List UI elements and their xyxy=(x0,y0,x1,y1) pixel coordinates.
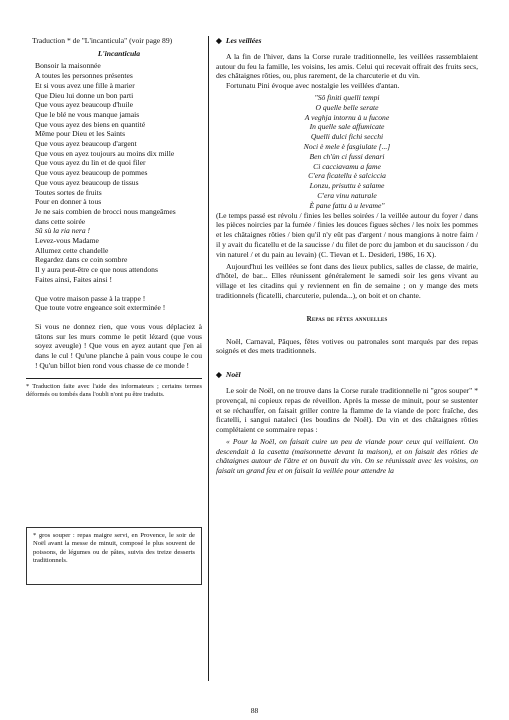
curse-stanza: Si vous ne donnez rien, que vous vous déplaciez à tâtons sur les murs comme le petit lézard (que vous soyez aveugle) ! Que vous en ayez autant que j'en ai dans le cul ! Qu'une planche à pain vous coupe le cou ! Qu'un billot bien rond vous chasse de ce monde ! xyxy=(35,321,202,370)
paragraph: Noël, Carnaval, Pâques, fêtes votives ou patronales sont marqués par des repas soignés et des mets traditionnels. xyxy=(216,336,478,356)
poem-line: Pour en donner à tous xyxy=(35,197,102,207)
poem-line: Que votre maison passe à la trappe ! xyxy=(35,293,146,303)
left-column xyxy=(26,36,202,399)
paragraph: Fortunatu Pini évoque avec nostalgie les veillées d'antan. xyxy=(226,81,400,91)
right-column xyxy=(216,36,478,476)
corsican-verse: "Sô finiti quelli tempi O quelle belle serate A veghja intornu à u fucone In quelle sale affumicate Quelli dulci fichi secchi Noci è mele è fasgiulate [...] Ben ch'ùn ci fussi denari Ci cacciavamu a fame C'era ficatellu è salciccia Lonzu, prisuttu è salame C'era vinu naturale È pane fattu à u levame" xyxy=(303,92,391,210)
poem-line: Que Dieu lui donne un bon parti xyxy=(35,90,134,100)
section-heading-noel: ◆ Noël xyxy=(216,370,241,380)
poem-translation xyxy=(35,61,202,322)
section-heading-veillees: ◆ Les veillées xyxy=(216,36,262,45)
gros-souper-note-box: * gros souper : repas maigre servi, en Provence, le soir de Noël avant la messe de minuit, composé le plus souvent de poissons, de légumes ou de pâtes, suivis des treize desserts traditionnels. xyxy=(26,527,202,585)
paragraph: A la fin de l'hiver, dans la Corse rurale traditionnelle, les veillées rassemblaient autour du feu la famille, les voisins, les amis. Celui qui recevait offrait des fruits secs, des châtaignes rôties, ou, plus rarement, de la charcuterie et du vin. xyxy=(216,51,478,81)
poem-line: Levez-vous Madame xyxy=(35,236,99,246)
poem-line: Il y aura peut-être ce que nous attendons xyxy=(35,265,158,275)
page-number: 88 xyxy=(250,706,259,715)
poem-line: Que vous ayez beaucoup de tissus xyxy=(35,177,139,187)
paragraph: Le soir de Noël, on ne trouve dans la Corse rurale traditionnelle ni "gros souper" * provençal, ni copieux repas de réveillon. Après la messe de minuit, pour se sustenter et se réchauffer, on faisait griller contre la flamme de la viande de porc fraîche, des ficatelli, i sangui nataleci (les boudins de Noël). Du vin et des châtaignes rôties complétaient ce sommaire repas : xyxy=(216,385,478,435)
verse-translation: (Le temps passé est révolu / finies les belles soirées / la veillée autour du foyer / dans les pièces noircies par la fumée / finies les douces figues sèches / les noix les pommes et les châtaignes rôties / bien qu'il n'y eût pas d'argent / nous mangions à notre faim / il y avait du ficatellu et de la saucisse / du filet de porc du jambon et du saucisson / du vin naturel / et du pain au levain) (C. Tievan et L. Desideri, 1986, 16 X). xyxy=(216,210,478,259)
poem-line: Que le blé ne vous manque jamais xyxy=(35,109,140,119)
poem-line: Bonsoir la maisonnée xyxy=(35,61,101,71)
poem-line: Que vous ayez beaucoup de pommes xyxy=(35,168,148,178)
poem-line: Que vous ayez du lin et de quoi filer xyxy=(35,158,146,168)
poem-line: Toutes sortes de fruits xyxy=(35,187,102,197)
poem-line: A toutes les personnes présentes xyxy=(35,71,133,81)
poem-line: Que vous ayez beaucoup d'huile xyxy=(35,100,133,110)
poem-line: Que vous en ayez toujours au moins dix mille xyxy=(35,148,175,158)
translation-footnote: * Traduction faite avec l'aide des informateurs ; certains termes déformés ou tombés dans l'oubli n'ont pu être traduits. xyxy=(26,382,202,398)
poem-line: dans cette soirée xyxy=(35,216,86,226)
poem-line: Que vous ayez beaucoup d'argent xyxy=(35,139,137,149)
poem-line: Que vous ayez des biens en quantité xyxy=(35,119,146,129)
paragraph: Aujourd'hui les veillées se font dans des lieux publics, salles de classe, de mairie, d'hôtel, de bar... Elles réunissent généralement le samedi soir les gens vivant au village et les citadins qui y reviennent en fin de semaine ; on y mange des mets traditionnels (ficatelli, charcuterie, pulenda...), on boit et on chante. xyxy=(216,261,478,300)
poem-line-italic: Sû sù la ria nera ! xyxy=(35,226,91,236)
subheading-repas-de-fetes: Repas de fêtes annuelles xyxy=(306,314,388,323)
diamond-bullet-icon: ◆ xyxy=(216,36,222,45)
poem-line: Faites ainsi, Faites ainsi ! xyxy=(35,274,112,284)
translation-header: Traduction * de "L'incanticula" (voir page 89) xyxy=(32,36,173,45)
poem-line: Que toute votre engeance soit exterminée ! xyxy=(35,303,166,313)
footnote-divider xyxy=(26,378,202,379)
poem-line: Et si vous avez une fille à marier xyxy=(35,80,135,90)
poem-line: Je ne sais combien de brocci nous mangeâmes xyxy=(35,206,176,216)
poem-line: Allumez cette chandelle xyxy=(35,245,109,255)
quote-paragraph: « Pour la Noël, on faisait cuire un peu de viande pour ceux qui veillaient. On descendait à la casetta (maisonnette devant la maison), et on faisait des rôties de châtaignes autour de l'âtre et on buvait du vin. On se réunissait avec les voisins, on faisait un grand feu et on faisait la veillée pour attendre la xyxy=(216,436,478,476)
column-divider xyxy=(208,36,209,681)
poem-title: L'incanticula xyxy=(97,48,141,58)
diamond-bullet-icon: ◆ xyxy=(216,370,222,380)
poem-line: Regardez dans ce coin sombre xyxy=(35,255,128,265)
poem-line: Même pour Dieu et les Saints xyxy=(35,129,126,139)
